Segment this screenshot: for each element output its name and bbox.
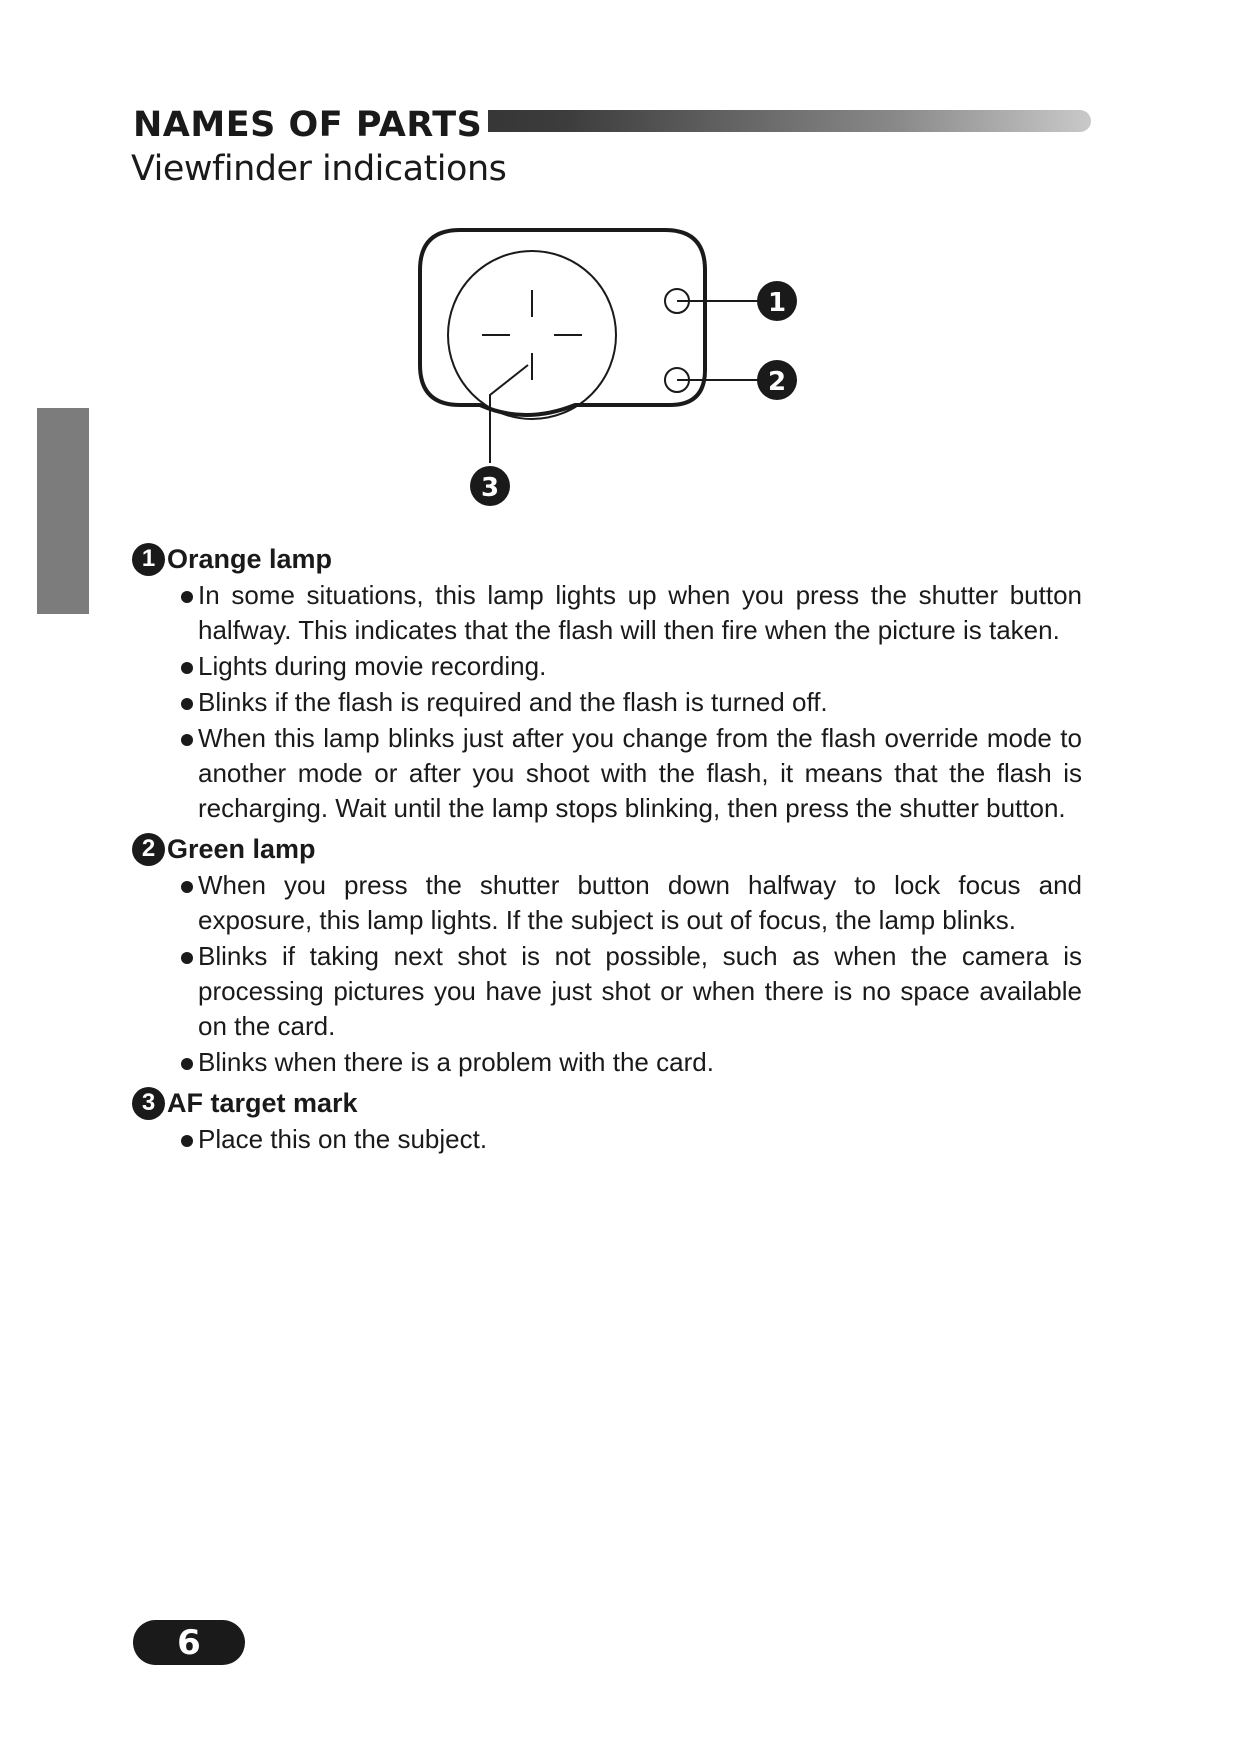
entry-af-target-mark <box>132 1084 1082 1157</box>
viewfinder-diagram <box>415 225 815 525</box>
list-item: Place this on the subject. <box>132 1122 1082 1157</box>
list-item: Lights during movie recording. <box>132 649 1082 684</box>
entry-title: Green lamp <box>167 833 316 864</box>
list-item: When this lamp blinks just after you change from the flash override mode to another mode or after you shoot with the flash, it means that the flash is recharging. Wait until the lamp stops blinking, then press the shutter button. <box>132 721 1082 826</box>
callout-2: 2 <box>767 367 787 397</box>
list-item: Blinks if the flash is required and the flash is turned off. <box>132 685 1082 720</box>
af-target-mark-icon <box>482 290 582 380</box>
number-badge: 2 <box>132 833 165 866</box>
list-item: When you press the shutter button down halfway to lock focus and exposure, this lamp lights. If the subject is out of focus, the lamp blinks. <box>132 868 1082 938</box>
bullet-list <box>132 578 1082 826</box>
parts-list <box>132 540 1082 1161</box>
list-item: Blinks when there is a problem with the card. <box>132 1045 1082 1080</box>
entry-green-lamp <box>132 830 1082 1080</box>
entry-heading <box>132 830 1082 868</box>
callout-1: 1 <box>767 288 787 318</box>
section-title: NAMES OF PARTS <box>133 108 488 143</box>
entry-title: AF target mark <box>167 1087 358 1118</box>
page-number: 6 <box>133 1620 245 1665</box>
entry-title: Orange lamp <box>167 543 333 574</box>
number-badge: 1 <box>132 543 165 576</box>
entry-heading <box>132 1084 1082 1122</box>
entry-orange-lamp <box>132 540 1082 826</box>
side-tab-marker <box>37 408 89 614</box>
entry-heading <box>132 540 1082 578</box>
af-circle <box>448 251 616 419</box>
callout-3: 3 <box>480 473 500 503</box>
number-badge: 3 <box>132 1087 165 1120</box>
bullet-list <box>132 868 1082 1080</box>
bullet-list <box>132 1122 1082 1157</box>
list-item: Blinks if taking next shot is not possible, such as when the camera is processing pictures you have just shot or when there is no space available on the card. <box>132 939 1082 1044</box>
page-subtitle: Viewfinder indications <box>131 149 507 189</box>
list-item: In some situations, this lamp lights up when you press the shutter button halfway. This indicates that the flash will then fire when the picture is taken. <box>132 578 1082 648</box>
